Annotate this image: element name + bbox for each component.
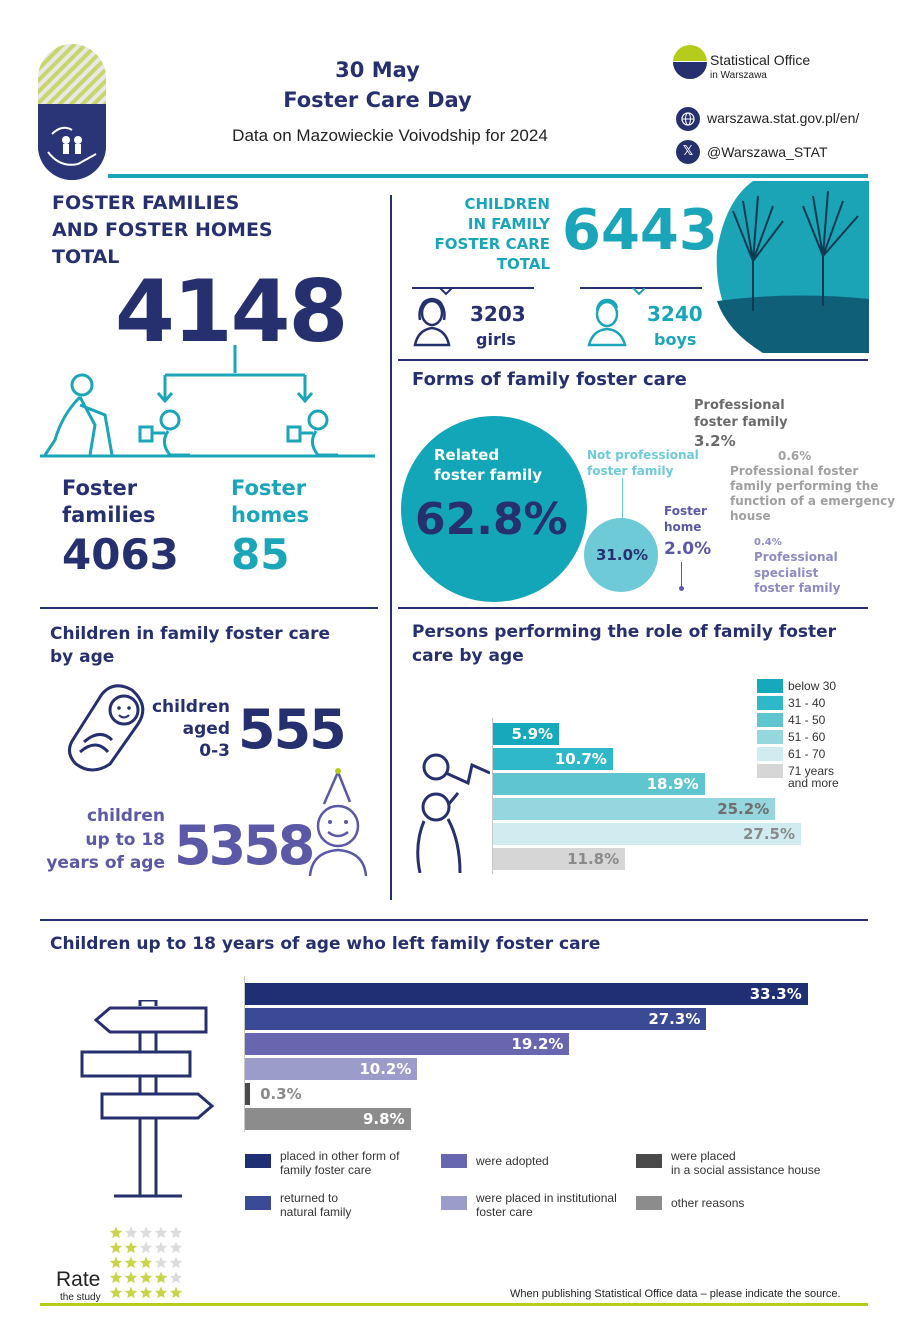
left-care-legend-swatch-2 [636, 1154, 662, 1168]
rating-star[interactable] [155, 1257, 167, 1269]
persons-legend-label-0: below 30 [788, 679, 837, 693]
rating-star[interactable] [140, 1227, 152, 1239]
persons-legend-label-3: 51 - 60 [788, 730, 826, 744]
young-label-1: children [151, 697, 230, 717]
left-care-bar-label-0: 33.3% [749, 985, 802, 1003]
specialist-label-1: Professional [754, 550, 838, 564]
source-note: When publishing Statistical Office data – please indicate the source. [510, 1288, 841, 1300]
left-care-legend-label-2-line2: in a social assistance house [671, 1163, 821, 1177]
rating-star[interactable] [170, 1272, 182, 1284]
persons-legend-label-5-line2: and more [788, 776, 839, 790]
divider-left-1 [40, 607, 378, 609]
left-care-legend-swatch-1 [441, 1154, 467, 1168]
rating-star[interactable] [155, 1242, 167, 1254]
professional-value: 3.2% [694, 432, 736, 450]
foster-home-label-1: Foster [664, 504, 707, 518]
not-professional-label-1: Not professional [587, 448, 699, 462]
footer-line [40, 1303, 868, 1306]
rating-star[interactable] [110, 1227, 122, 1239]
children-label-4: TOTAL [496, 255, 550, 273]
rating-star[interactable] [110, 1257, 122, 1269]
header-subtitle: Data on Mazowieckie Voivodship for 2024 [232, 126, 548, 145]
office-name: Statistical Office [710, 52, 811, 68]
foster-homes-value: 85 [231, 530, 290, 579]
rating-star[interactable] [125, 1242, 137, 1254]
rating-star[interactable] [140, 1257, 152, 1269]
persons-bar-label-2: 18.9% [646, 775, 699, 793]
persons-legend-label-4: 61 - 70 [788, 747, 826, 761]
left-care-bar-label-5: 9.8% [363, 1110, 405, 1128]
vertical-divider [390, 195, 392, 900]
child-party-hat-icon [304, 768, 376, 878]
rating-star[interactable] [170, 1257, 182, 1269]
children-label-1: CHILDREN [464, 195, 550, 213]
families-heading-2: AND FOSTER HOMES [52, 219, 273, 241]
baby-icon [62, 676, 162, 776]
left-care-legend-swatch-3 [245, 1196, 271, 1210]
divider-right-1 [398, 359, 868, 361]
twitter-handle[interactable]: @Warszawa_STAT [707, 144, 828, 160]
children-underline-left [412, 287, 534, 289]
header-date: 30 May [335, 58, 420, 82]
left-care-legend-label-4: were placed in institutional [476, 1191, 617, 1205]
older-value: 5358 [174, 814, 313, 877]
foster-families-value: 4063 [62, 530, 179, 579]
left-care-legend-label-2: were placed [671, 1149, 736, 1163]
emergency-label-4: house [730, 509, 771, 523]
left-care-bar-label-1: 27.3% [648, 1010, 701, 1028]
families-total: 4148 [115, 262, 347, 362]
children-label-3: FOSTER CARE [434, 235, 550, 253]
rating-star[interactable] [140, 1242, 152, 1254]
rating-star[interactable] [125, 1227, 137, 1239]
left-care-legend-label-1: were adopted [476, 1154, 549, 1168]
rating-star[interactable] [140, 1287, 152, 1299]
willow-trees-photo [713, 181, 869, 353]
rating-star[interactable] [170, 1242, 182, 1254]
header-divider [108, 174, 868, 178]
children-total: 6443 [562, 198, 718, 263]
rating-star[interactable] [155, 1287, 167, 1299]
boys-value: 3240 [647, 302, 703, 326]
x-logo-icon: 𝕏 [676, 140, 700, 164]
left-care-legend-label-4-line2: foster care [476, 1205, 533, 1219]
rating-star[interactable] [125, 1287, 137, 1299]
family-tree-illustration [40, 345, 380, 460]
rating-star[interactable] [170, 1227, 182, 1239]
persons-bar-label-5: 11.8% [567, 850, 620, 868]
emergency-label-1: Professional foster [730, 464, 859, 478]
left-care-bar-4 [245, 1083, 250, 1105]
family-hands-icon [38, 112, 106, 180]
foster-families-label-2: families [62, 503, 156, 527]
related-label-2: foster family [434, 466, 543, 484]
rating-stars[interactable] [108, 1226, 188, 1300]
website-link[interactable]: warszawa.stat.gov.pl/en/ [707, 110, 860, 126]
young-label-3: 0-3 [199, 741, 230, 761]
persons-legend-swatch-5 [757, 764, 783, 778]
foster-home-value: 2.0% [664, 539, 712, 559]
not-professional-pointer [622, 478, 623, 518]
left-care-legend-swatch-5 [636, 1196, 662, 1210]
statistical-office-logo [672, 44, 708, 80]
boys-label: boys [654, 330, 697, 349]
persons-title-2: care by age [412, 646, 524, 666]
older-label-1: children [86, 806, 165, 826]
age-title-1: Children in family foster care [50, 624, 331, 644]
rating-star[interactable] [110, 1272, 122, 1284]
signpost-icon [74, 1000, 214, 1200]
not-professional-value: 31.0% [596, 546, 649, 564]
left-care-legend-label-0: placed in other form of [280, 1149, 400, 1163]
globe-icon [676, 107, 700, 131]
left-care-legend-label-0-line2: family foster care [280, 1163, 372, 1177]
professional-label-2: foster family [694, 415, 788, 430]
persons-title-1: Persons performing the role of family foster [412, 622, 837, 642]
families-heading-1: FOSTER FAMILIES [52, 192, 240, 214]
rate-label[interactable]: Rate [56, 1268, 101, 1291]
office-city: in Warszawa [710, 70, 767, 81]
older-label-2: up to 18 [85, 830, 165, 850]
not-professional-label-2: foster family [587, 464, 674, 478]
persons-legend-label-5: 71 years [788, 764, 835, 778]
left-care-legend-label-3-line2: natural family [280, 1205, 352, 1219]
left-care-legend-swatch-4 [441, 1196, 467, 1210]
left-care-bar-label-4: 0.3% [260, 1085, 302, 1103]
emergency-label-3: function of a emergency [730, 494, 896, 508]
persons-legend-label-1: 31 - 40 [788, 696, 826, 710]
divider-full [40, 919, 868, 921]
rating-star[interactable] [125, 1257, 137, 1269]
left-care-bar-label-3: 10.2% [359, 1060, 412, 1078]
older-label-3: years of age [46, 853, 165, 873]
foster-homes-label-1: Foster [231, 476, 307, 500]
parent-lifting-child-icon [410, 745, 490, 873]
persons-legend-swatch-4 [757, 747, 783, 761]
foster-home-pointer [681, 562, 682, 588]
foster-families-label-1: Foster [62, 476, 138, 500]
persons-bar-label-3: 25.2% [717, 800, 770, 818]
rate-sub-label[interactable]: the study [60, 1292, 101, 1303]
left-care-bar-label-2: 19.2% [511, 1035, 564, 1053]
related-label-1: Related [434, 446, 500, 464]
specialist-label-3: foster family [754, 581, 841, 595]
rating-star[interactable] [155, 1227, 167, 1239]
rating-star[interactable] [125, 1272, 137, 1284]
persons-bar-label-4: 27.5% [742, 825, 795, 843]
specialist-value: 0.4% [754, 537, 782, 548]
persons-legend-swatch-3 [757, 730, 783, 744]
persons-legend-label-2: 41 - 50 [788, 713, 826, 727]
persons-legend-swatch-1 [757, 696, 783, 710]
persons-bar-label-1: 10.7% [554, 750, 607, 768]
persons-legend-swatch-2 [757, 713, 783, 727]
left-care-legend-swatch-0 [245, 1154, 271, 1168]
girls-label: girls [476, 330, 516, 349]
foster-homes-label-2: homes [231, 503, 310, 527]
professional-label-1: Professional [694, 398, 785, 413]
foster-home-dot [679, 586, 684, 591]
rating-star[interactable] [155, 1272, 167, 1284]
foster-home-label-2: home [664, 520, 702, 534]
children-label-2: IN FAMILY [467, 215, 550, 233]
forms-title: Forms of family foster care [412, 369, 687, 390]
age-title-2: by age [50, 647, 115, 667]
emergency-value: 0.6% [778, 449, 812, 463]
rating-star[interactable] [170, 1287, 182, 1299]
persons-legend-swatch-0 [757, 679, 783, 693]
related-value: 62.8% [415, 494, 568, 545]
divider-right-2 [398, 607, 868, 609]
persons-bar-label-0: 5.9% [511, 725, 554, 743]
young-value: 555 [238, 698, 345, 761]
emergency-label-2: family performing the [730, 479, 879, 493]
left-care-title: Children up to 18 years of age who left family foster care [50, 934, 601, 954]
boys-icon [585, 288, 645, 348]
girls-icon [410, 288, 470, 348]
left-care-legend-label-5: other reasons [671, 1196, 745, 1210]
young-label-2: aged [182, 719, 230, 739]
specialist-label-2: specialist [754, 566, 819, 580]
rating-star[interactable] [140, 1272, 152, 1284]
rating-star[interactable] [110, 1242, 122, 1254]
girls-value: 3203 [470, 302, 526, 326]
families-heading-3: TOTAL [52, 246, 120, 268]
header-event: Foster Care Day [283, 88, 472, 112]
rating-star[interactable] [110, 1287, 122, 1299]
left-care-legend-label-3: returned to [280, 1191, 339, 1205]
